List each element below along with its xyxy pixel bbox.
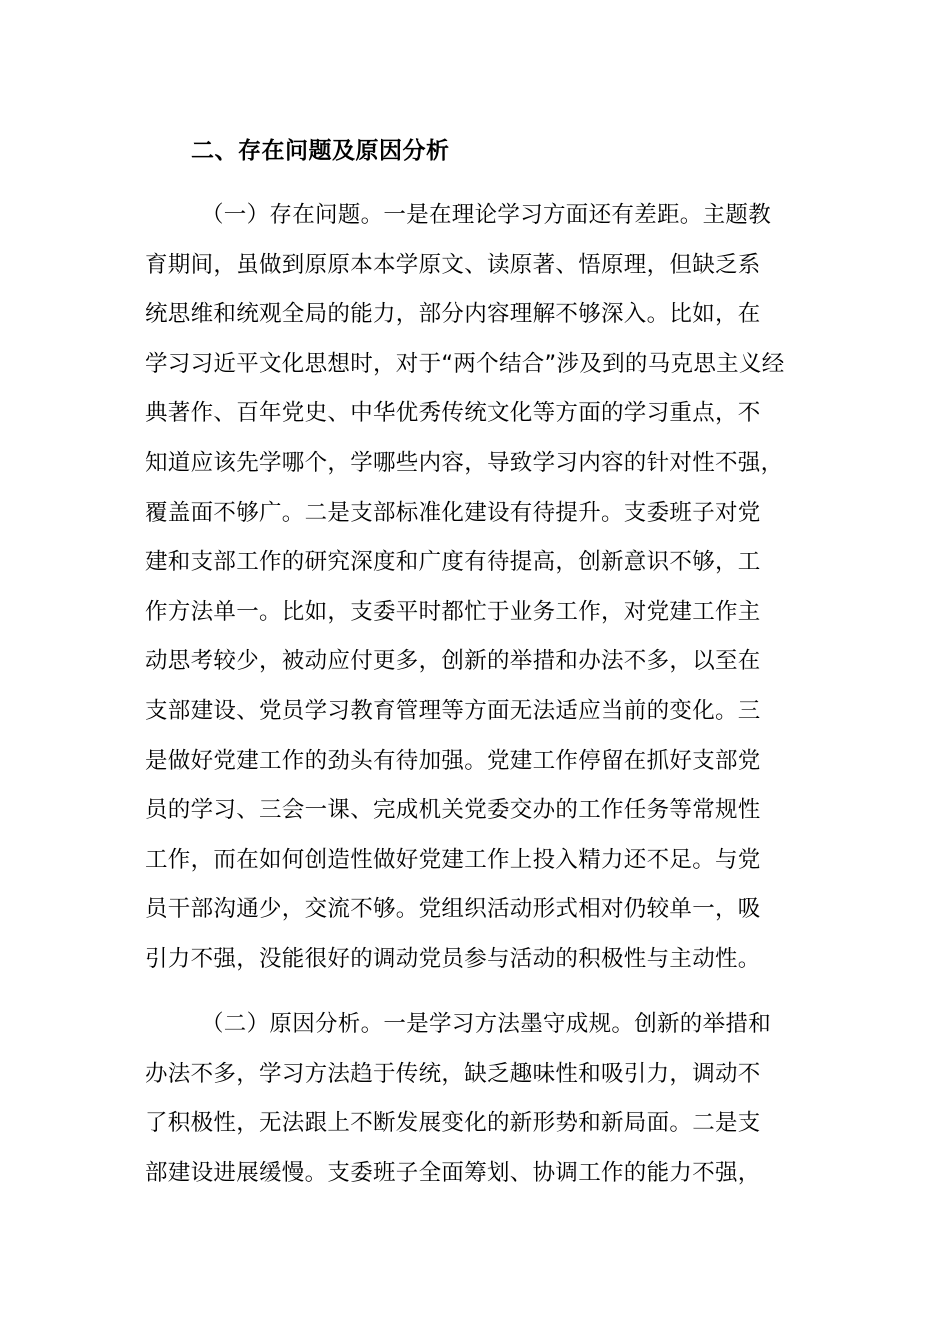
paragraph-line: 育期间，虽做到原原本本学原文、读原著、悟原理，但缺乏系: [145, 251, 761, 278]
section-heading: 二、存在问题及原因分析: [191, 138, 450, 164]
paragraph-line: 部建设进展缓慢。支委班子全面筹划、协调工作的能力不强，: [145, 1159, 761, 1186]
paragraph-line: 学习习近平文化思想时，对于“两个结合”涉及到的马克思主义经: [145, 350, 785, 377]
paragraph-line: 知道应该先学哪个，学哪些内容，导致学习内容的针对性不强，: [145, 449, 784, 476]
paragraph-line: 典著作、百年党史、中华优秀传统文化等方面的学习重点，不: [145, 400, 761, 427]
paragraph-line: （二）原因分析。一是学习方法墨守成规。创新的举措和: [201, 1011, 772, 1037]
paragraph-line: 员干部沟通少，交流不够。党组织活动形式相对仍较单一，吸: [145, 896, 761, 923]
paragraph-line: （一）存在问题。一是在理论学习方面还有差距。主题教: [201, 202, 772, 228]
paragraph-line: 办法不多，学习方法趋于传统，缺乏趣味性和吸引力，调动不: [145, 1060, 761, 1087]
paragraph-line: 覆盖面不够广。二是支部标准化建设有待提升。支委班子对党: [145, 499, 761, 526]
paragraph-line: 了积极性，无法跟上不断发展变化的新形势和新局面。二是支: [145, 1110, 761, 1137]
paragraph-line: 是做好党建工作的劲头有待加强。党建工作停留在抓好支部党: [145, 747, 761, 774]
paragraph-line: 建和支部工作的研究深度和广度有待提高，创新意识不够，工: [145, 549, 761, 576]
paragraph-line: 员的学习、三会一课、完成机关党委交办的工作任务等常规性: [145, 797, 761, 824]
paragraph-line: 工作，而在如何创造性做好党建工作上投入精力还不足。与党: [145, 846, 761, 873]
paragraph-problems: [145, 191, 815, 985]
paragraph-line: 统思维和统观全局的能力，部分内容理解不够深入。比如，在: [145, 301, 761, 328]
paragraph-line: 作方法单一。比如，支委平时都忙于业务工作，对党建工作主: [145, 598, 761, 625]
paragraph-line: 支部建设、党员学习教育管理等方面无法适应当前的变化。三: [145, 697, 761, 724]
paragraph-causes: [145, 1000, 815, 1198]
paragraph-line: 引力不强，没能很好的调动党员参与活动的积极性与主动性。: [145, 945, 761, 972]
paragraph-line: 动思考较少，被动应付更多，创新的举措和办法不多，以至在: [145, 648, 761, 675]
